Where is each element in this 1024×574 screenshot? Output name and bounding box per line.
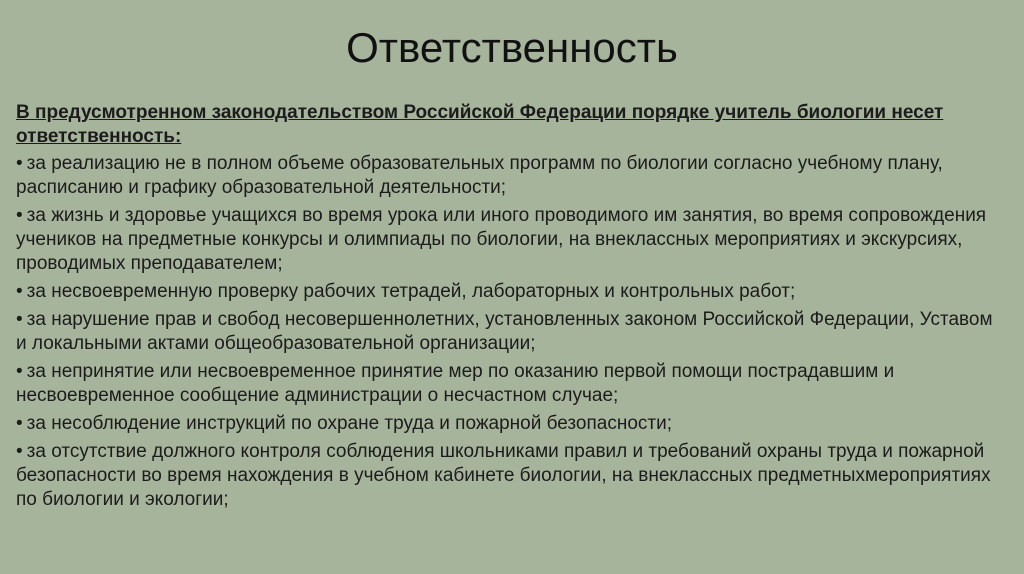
- bullet-icon: •: [16, 205, 23, 226]
- list-item: [16, 280, 1008, 304]
- list-item-text: за непринятие или несвоевременное принятие мер по оказанию первой помощи пострадавшим и несвоевременное сообщение администрации о несчастном случае;: [16, 361, 895, 406]
- list-item-text: за несвоевременную проверку рабочих тетрадей, лабораторных и контрольных работ;: [26, 281, 796, 302]
- list-item: [16, 204, 1008, 276]
- bullet-icon: •: [16, 361, 23, 382]
- bullet-icon: •: [16, 309, 23, 330]
- slide-title: Ответственность: [346, 24, 678, 71]
- list-item-text: за нарушение прав и свобод несовершеннолетних, установленных законом Российской Федерации, Уставом и локальными актами общеобразовательной организации;: [16, 309, 993, 354]
- intro-text: В предусмотренном законодательством Российской Федерации порядке учитель биологии несет ответственность:: [16, 102, 944, 147]
- responsibility-list: [16, 152, 1008, 512]
- bullet-icon: •: [16, 413, 23, 434]
- list-item: [16, 412, 1008, 436]
- list-item: [16, 440, 1008, 512]
- list-item: [16, 360, 1008, 408]
- list-item: [16, 308, 1008, 356]
- list-item-text: за отсутствие должного контроля соблюдения школьниками правил и требований охраны труда и пожарной безопасности во время нахождения в учебном кабинете биологии, на внеклассных предметныхмероприятиях по биологии и экологии;: [16, 441, 991, 510]
- list-item-text: за реализацию не в полном объеме образовательных программ по биологии согласно учебному плану, расписанию и графику образовательной деятельности;: [16, 153, 943, 198]
- list-item: [16, 152, 1008, 200]
- bullet-icon: •: [16, 441, 23, 462]
- bullet-icon: •: [16, 153, 23, 174]
- list-item-text: за несоблюдение инструкций по охране труда и пожарной безопасности;: [26, 413, 673, 434]
- list-item-text: за жизнь и здоровье учащихся во время урока или иного проводимого им занятия, во время сопровождения учеников на предметные конкурсы и олимпиады по биологии, на внеклассных мероприятиях и экскурсиях, проводимых преподавателем;: [16, 205, 987, 274]
- bullet-icon: •: [16, 281, 23, 302]
- slide-content: [16, 101, 1008, 516]
